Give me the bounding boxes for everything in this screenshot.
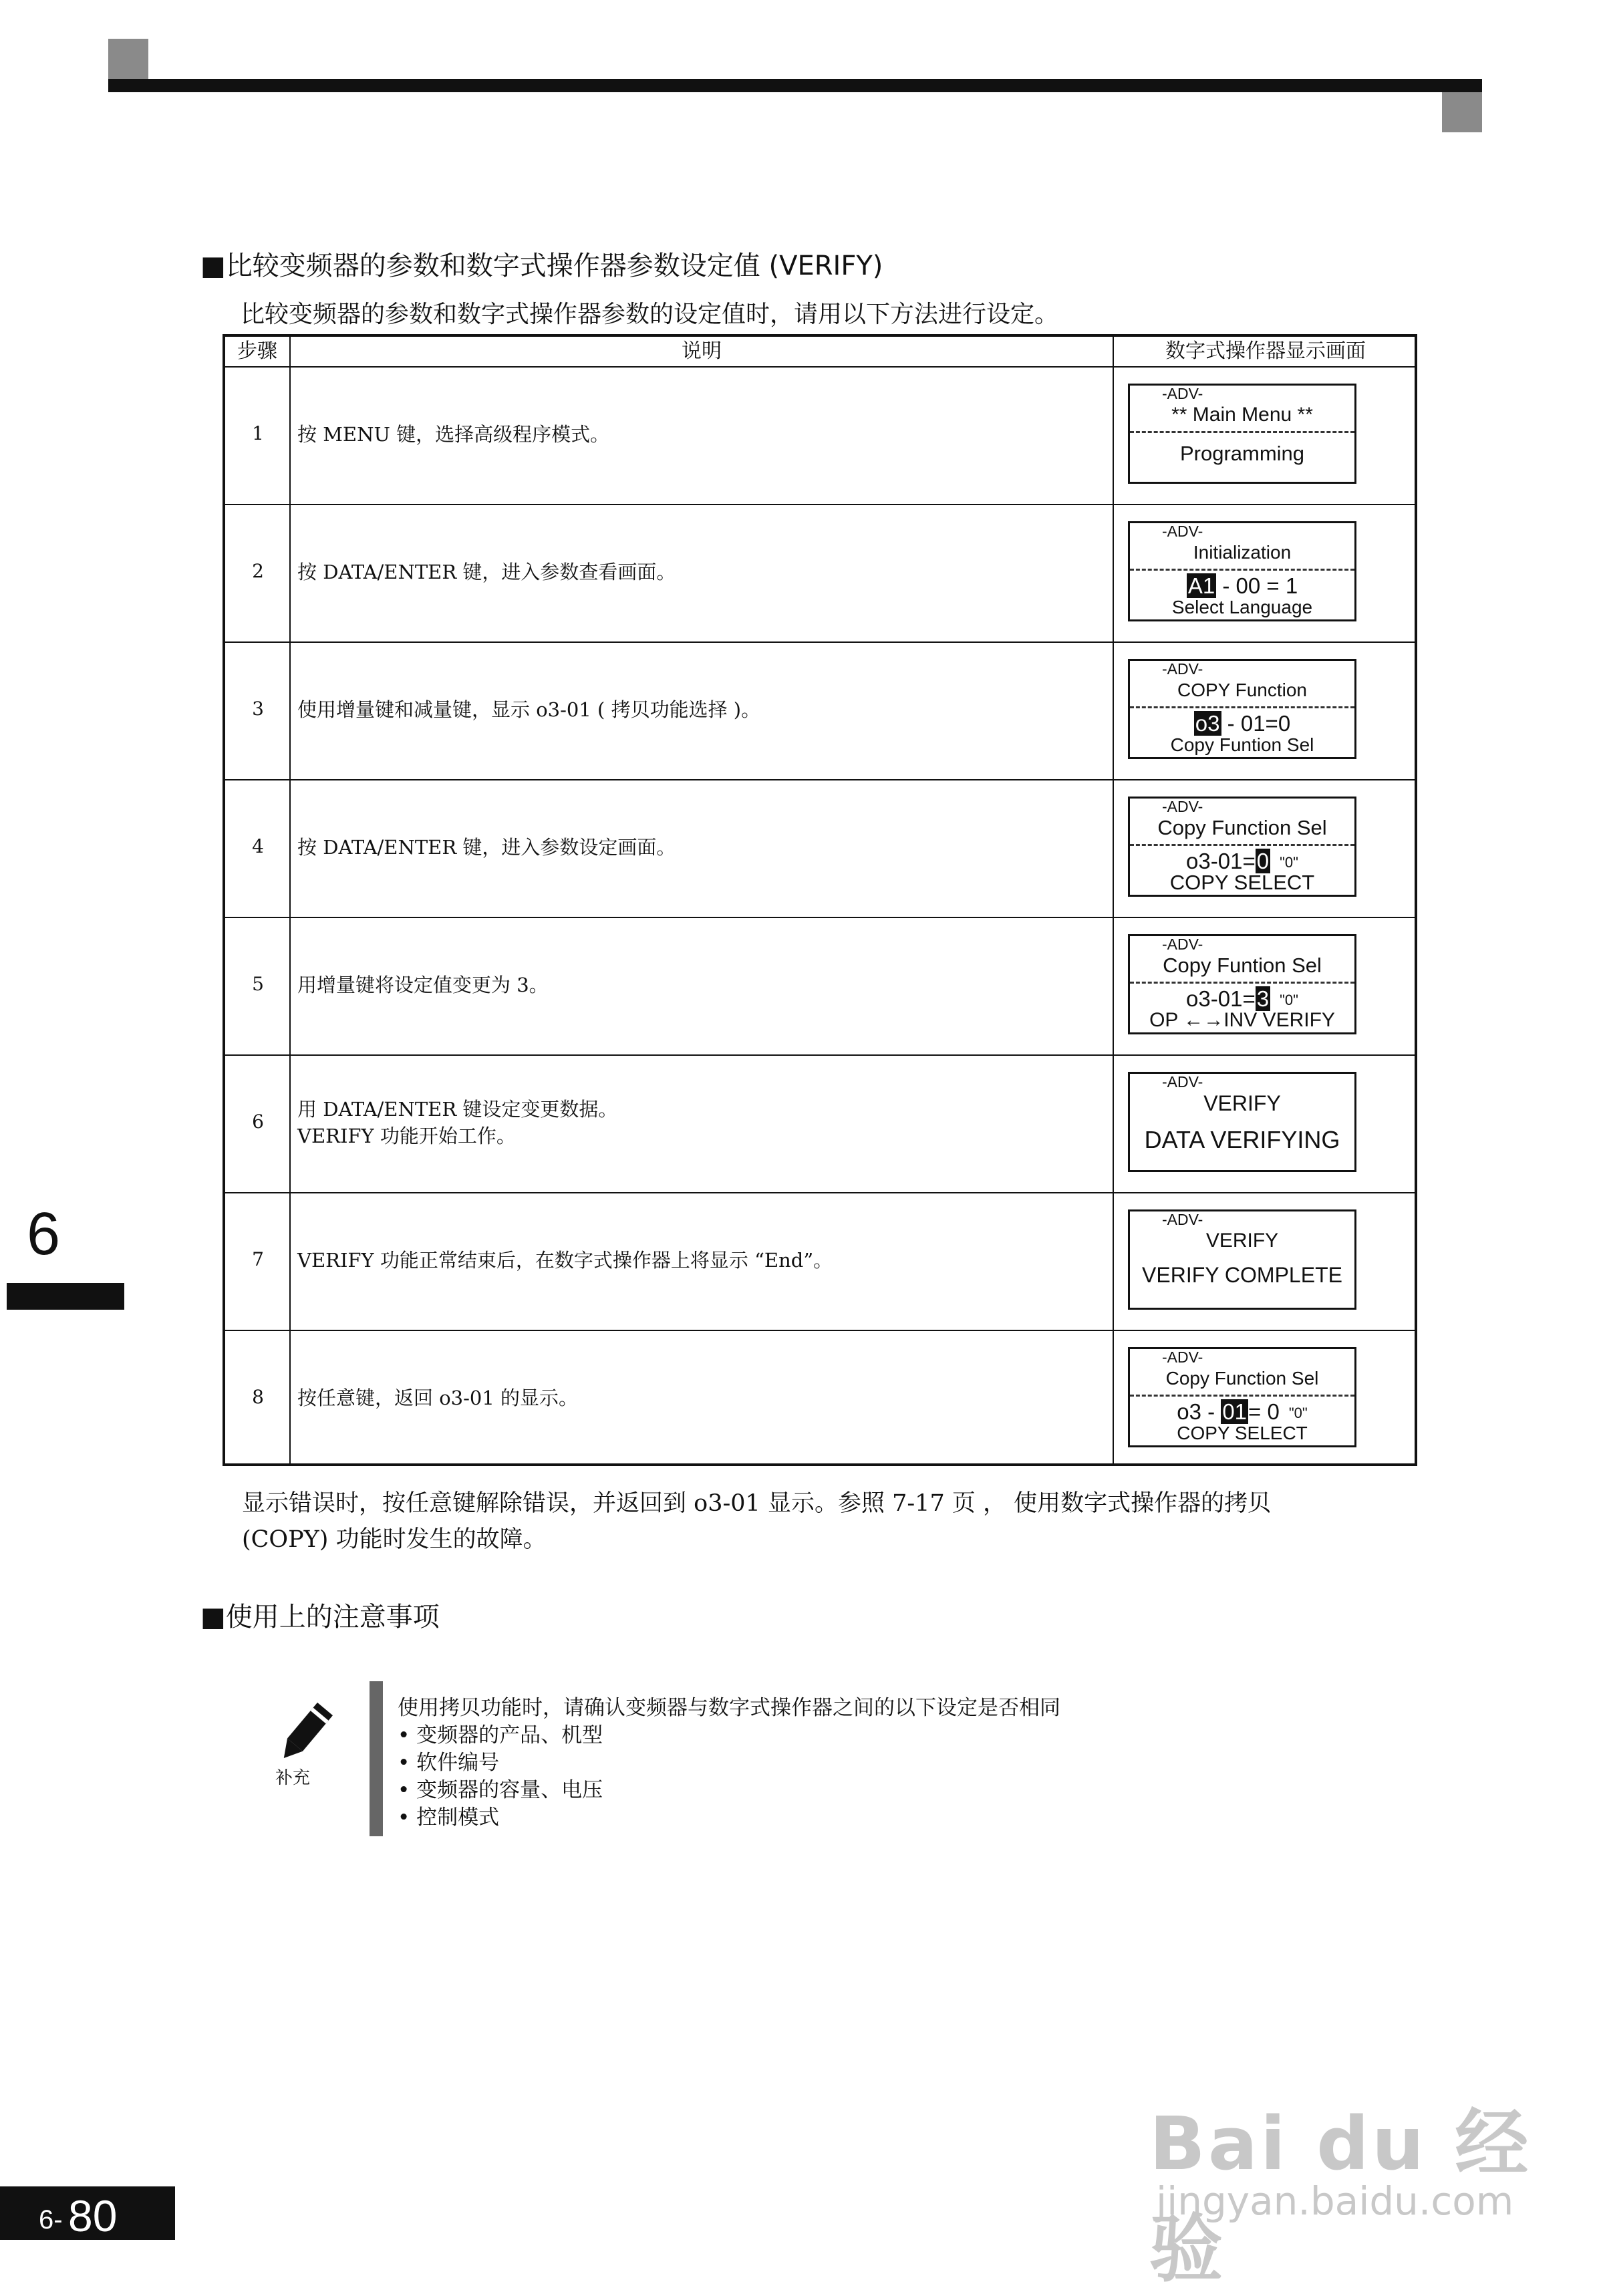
table-col-divider xyxy=(289,337,291,1463)
step-description: 按 DATA/ENTER 键，进入参数查看画面。 xyxy=(297,561,676,583)
lcd-value: - 00 = 1 xyxy=(1216,573,1298,598)
lcd-mode: -ADV- xyxy=(1162,1348,1203,1366)
lcd-display xyxy=(1128,659,1356,759)
lcd-mode: -ADV- xyxy=(1162,936,1203,953)
step-number: 4 xyxy=(252,835,264,857)
step-description: 按 DATA/ENTER 键，进入参数设定画面。 xyxy=(297,836,676,859)
section-title-precautions: ■使用上的注意事项 xyxy=(200,1602,440,1632)
lcd-message: DATA VERIFYING xyxy=(1144,1126,1340,1153)
table-row-divider xyxy=(225,1330,1415,1331)
lcd-line1: VERIFY xyxy=(1205,1230,1279,1252)
note-icon-label: 补充 xyxy=(275,1768,311,1788)
note-line: 使用拷贝功能时，请确认变频器与数字式操作器之间的以下设定是否相同 xyxy=(398,1696,1060,1720)
section-title-verify: ■比较变频器的参数和数字式操作器参数设定值 (VERIFY) xyxy=(200,251,883,281)
chapter-number: 6 xyxy=(27,1201,61,1268)
lcd-line1: Copy Funtion Sel xyxy=(1163,954,1322,977)
lcd-highlight: o3 xyxy=(1195,711,1220,736)
table-row-divider xyxy=(225,1192,1415,1193)
page-prefix: 6- xyxy=(39,2205,63,2235)
step-description: 用增量键将设定值变更为 3。 xyxy=(297,974,549,996)
table-header-divider xyxy=(225,366,1415,368)
table-col-divider xyxy=(1113,337,1114,1463)
lcd-display xyxy=(1128,1347,1356,1447)
watermark-url: jingyan.baidu.com xyxy=(1156,2178,1514,2224)
lcd-default: "0" xyxy=(1280,854,1298,871)
step-number: 2 xyxy=(252,560,264,582)
table-row-divider xyxy=(225,504,1415,505)
table-row-divider xyxy=(225,779,1415,780)
lcd-line1: Copy Function Sel xyxy=(1165,1368,1319,1389)
lcd-line2: Programming xyxy=(1179,442,1305,465)
step-number: 7 xyxy=(252,1248,264,1270)
lcd-default: "0" xyxy=(1280,992,1298,1009)
lcd-mode: -ADV- xyxy=(1162,523,1203,540)
page-number-box xyxy=(0,2186,175,2240)
lcd-line1: VERIFY xyxy=(1203,1091,1281,1115)
table-row-divider xyxy=(225,1054,1415,1056)
watermark xyxy=(1149,2085,1597,2296)
lcd-highlight: A1 xyxy=(1187,573,1215,598)
lcd-display xyxy=(1128,521,1356,621)
lcd-separator xyxy=(1130,431,1354,433)
header-square-right xyxy=(1442,92,1482,132)
table-row-divider xyxy=(225,917,1415,918)
lcd-mode: -ADV- xyxy=(1162,798,1203,815)
section-intro: 比较变频器的参数和数字式操作器参数的设定值时，请用以下方法进行设定。 xyxy=(241,301,1059,328)
step-number: 6 xyxy=(252,1111,264,1133)
lcd-line3: Select Language xyxy=(1171,597,1313,617)
note-line: • 变频器的产品、机型 xyxy=(398,1723,603,1747)
lcd-param: o3-01= xyxy=(1186,849,1256,873)
lcd-highlight: 3 xyxy=(1256,986,1270,1011)
table-row-divider xyxy=(225,641,1415,643)
lcd-separator xyxy=(1130,569,1354,571)
lcd-message: VERIFY COMPLETE xyxy=(1142,1263,1342,1287)
lcd-line3: OP ←→INV VERIFY xyxy=(1149,1009,1335,1031)
step-number: 8 xyxy=(252,1386,264,1408)
lcd-display xyxy=(1128,1209,1356,1310)
steps-table xyxy=(223,334,1417,1466)
page-number: 80 xyxy=(68,2191,118,2241)
lcd-highlight: 0 xyxy=(1256,849,1270,873)
lcd-separator xyxy=(1130,982,1354,984)
error-note-line1: 显示错误时，按任意键解除错误，并返回到 o3-01 显示。参照 7-17 页 ， 使用数字式操作器的拷贝 xyxy=(242,1490,1272,1517)
chapter-bar xyxy=(7,1283,124,1310)
step-number: 3 xyxy=(252,698,264,720)
pencil-icon xyxy=(267,1697,341,1771)
lcd-default: "0" xyxy=(1288,1405,1308,1422)
note-sidebar xyxy=(370,1681,383,1836)
lcd-line1: Copy Function Sel xyxy=(1157,816,1327,839)
lcd-highlight: 01 xyxy=(1222,1399,1248,1424)
step-description: VERIFY 功能正常结束后，在数字式操作器上将显示 “End”。 xyxy=(297,1249,833,1272)
note-line: • 变频器的容量、电压 xyxy=(398,1778,603,1802)
header-display: 数字式操作器显示画面 xyxy=(1165,339,1366,363)
header-description: 说明 xyxy=(682,339,722,363)
lcd-value: = 0 xyxy=(1248,1399,1280,1424)
header-step: 步骤 xyxy=(237,339,277,363)
lcd-line1: Initialization xyxy=(1193,542,1292,563)
lcd-separator xyxy=(1130,844,1354,846)
lcd-display xyxy=(1128,797,1356,897)
lcd-line3: Copy Funtion Sel xyxy=(1170,734,1314,755)
lcd-line1: ** Main Menu ** xyxy=(1171,404,1313,426)
header-bar xyxy=(108,79,1482,92)
step-description: 用 DATA/ENTER 键设定变更数据。 VERIFY 功能开始工作。 xyxy=(297,1098,618,1147)
note-line: • 软件编号 xyxy=(398,1751,500,1775)
lcd-line3: COPY SELECT xyxy=(1177,1423,1308,1443)
lcd-mode: -ADV- xyxy=(1162,660,1203,678)
header-square-left xyxy=(108,39,148,79)
lcd-mode: -ADV- xyxy=(1162,1211,1203,1228)
lcd-separator xyxy=(1130,1395,1354,1397)
step-description: 按任意键，返回 o3-01 的显示。 xyxy=(297,1387,579,1409)
lcd-line3: COPY SELECT xyxy=(1169,871,1315,894)
lcd-mode: -ADV- xyxy=(1162,1073,1203,1091)
step-number: 5 xyxy=(252,973,264,995)
lcd-display xyxy=(1128,384,1356,484)
lcd-mode: -ADV- xyxy=(1162,385,1203,402)
step-number: 1 xyxy=(252,422,264,444)
lcd-param: o3 - xyxy=(1177,1399,1221,1424)
lcd-param: o3-01= xyxy=(1186,986,1256,1011)
lcd-display xyxy=(1128,934,1356,1034)
step-description: 使用增量键和减量键，显示 o3-01 ( 拷贝功能选择 )。 xyxy=(297,698,761,721)
lcd-value: - 01=0 xyxy=(1221,711,1291,736)
watermark-brand: Bai du 经验 xyxy=(1149,2101,1532,2292)
lcd-separator xyxy=(1130,706,1354,708)
lcd-line1: COPY Function xyxy=(1177,680,1308,700)
step-description: 按 MENU 键，选择高级程序模式。 xyxy=(297,423,610,446)
lcd-display xyxy=(1128,1072,1356,1172)
note-line: • 控制模式 xyxy=(398,1806,500,1830)
error-note-line2: (COPY) 功能时发生的故障。 xyxy=(242,1526,547,1553)
